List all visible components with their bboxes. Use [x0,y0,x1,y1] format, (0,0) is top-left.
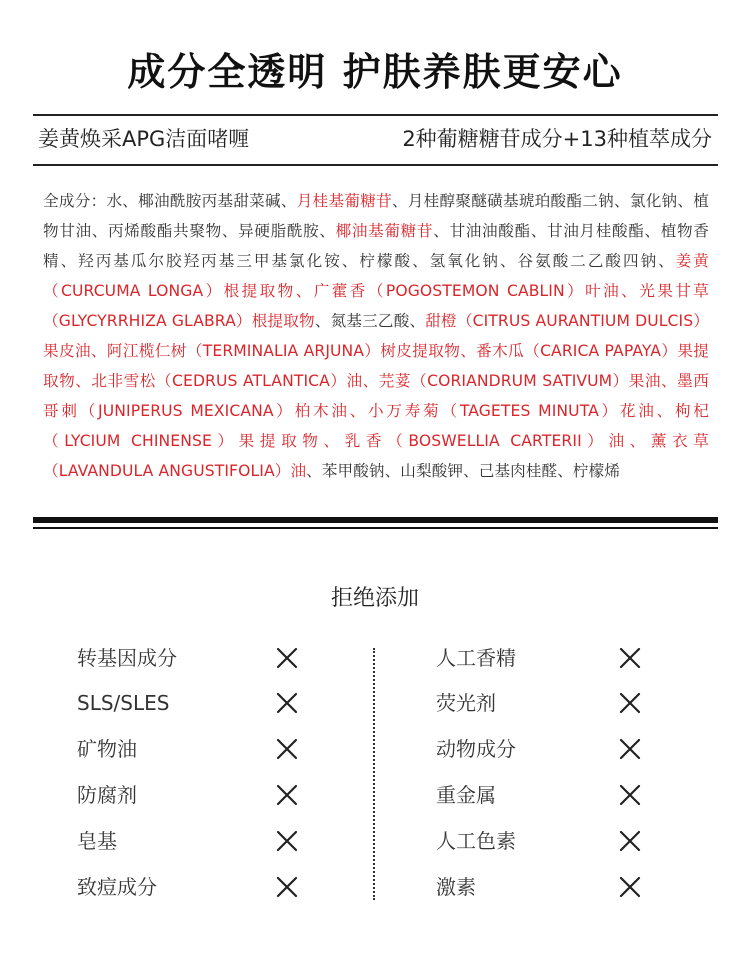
free-from-title: 拒绝添加 [330,586,419,611]
ingredient-text: 、甘油油酸酯、甘油月桂酸酯、植物香精、羟丙基瓜尔胶羟丙基三甲基氯化铵、柠檬酸、氢氧化钠、谷氨酸二乙酸四钠、 [43,222,709,270]
header-top-rule [33,114,718,116]
ingredient-highlight: 月桂基葡糖苷 [296,192,392,210]
section-divider-thin [33,527,718,529]
ingredient-highlight: 椰油基葡糖苷 [335,222,434,240]
free-from-item: SLS/SLES [77,691,170,715]
free-from-item: 转基因成分 [77,646,177,670]
free-from-item: 矿物油 [77,737,137,761]
free-from-item: 人工香精 [436,646,516,670]
ingredient-list [43,186,709,486]
free-from-item: 荧光剂 [436,691,496,715]
free-from-item: 致痘成分 [77,875,157,899]
free-from-item: 人工色素 [436,829,516,853]
cross-icon [619,876,641,898]
cross-icon [276,692,298,714]
ingredient-highlight: 姜黄（CURCUMA LONGA）根提取物、广藿香（POGOSTEMON CABLIN）叶油、光果甘草（GLYCYRRHIZA GLABRA）根提取物 [43,252,709,330]
cross-icon [276,830,298,852]
ingredient-text: 、苯甲酸钠、山梨酸钾、己基肉桂醛、柠檬烯 [306,462,621,480]
header-bottom-rule [33,164,718,166]
cross-icon [276,876,298,898]
cross-icon [619,692,641,714]
section-divider-thick [33,517,718,523]
cross-icon [619,830,641,852]
ingredient-text: 、氮基三乙酸、 [314,312,426,330]
free-from-item: 重金属 [436,783,496,807]
free-from-item: 皂基 [77,829,117,853]
ingredient-text: 全成分：水、椰油酰胺丙基甜菜碱、 [43,192,297,210]
free-from-item: 激素 [436,875,476,899]
cross-icon [276,738,298,760]
ingredient-highlight: 甜橙（CITRUS AURANTIUM DULCIS）果皮油、阿江榄仁树（TERMINALIA ARJUNA）树皮提取物、番木瓜（CARICA PAPAYA）果提取物、北非雪松（CEDRUS ATLANTICA）油、芫荽（CORIANDRUM SATIVUM）果油、墨西哥刺（JUNIPERUS MEXICANA）柏木油、小万寿菊（TAGETES MINUTA）花油、枸杞（LYCIUM CHINENSE）果提取物、乳香（BOSWELLIA CARTERII）油、薰衣草（LAVANDULA ANGUSTIFOLIA）油 [43,312,710,480]
column-divider [373,648,375,900]
free-from-item: 防腐剂 [77,783,137,807]
cross-icon [619,784,641,806]
free-from-item: 动物成分 [436,737,516,761]
product-name: 姜黄焕采APG洁面啫喱 [38,127,250,151]
cross-icon [276,784,298,806]
cross-icon [619,738,641,760]
ingredient-text: 、月桂醇聚醚磺基琥珀酸酯二钠、氯化钠、植物甘油、丙烯酸酯共聚物、异硬脂酰胺、 [43,192,709,240]
page-title: 成分全透明 护肤养肤更安心 [127,50,623,94]
ingredient-summary: 2种葡糖糖苷成分+13种植萃成分 [402,127,712,151]
cross-icon [276,647,298,669]
cross-icon [619,647,641,669]
